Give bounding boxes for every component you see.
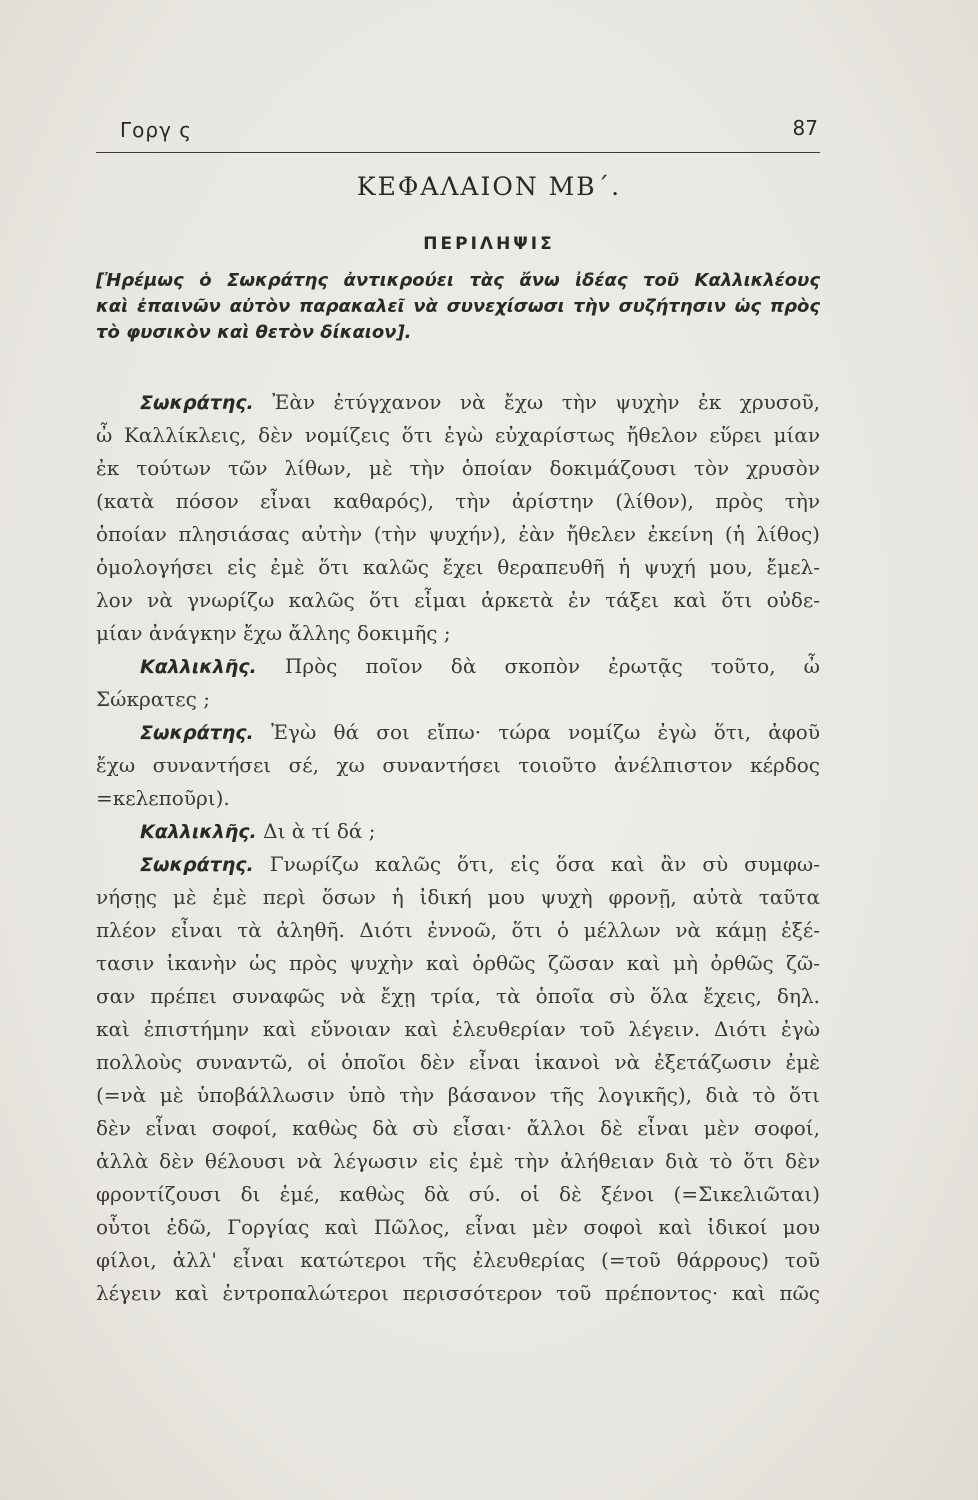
text-line: (=νὰ μὲ ὑποβάλλωσιν ὑπὸ τὴν βάσανον τῆς λογικῆς), διὰ τὸ ὅτι [96, 1083, 820, 1107]
summary-line: καὶ ἐπαινῶν αὐτὸν παρακαλεῖ νὰ συνεχίσωσι τὴν συζήτησιν ὡς πρὸς [96, 296, 820, 317]
text-line: =κελεποῦρι). [96, 786, 230, 810]
text-line: ἐκ τούτων τῶν λίθων, μὲ τὴν ὁποίαν δοκιμάζουσι τὸν χρυσὸν [96, 456, 820, 480]
text-line: πολλοὺς συναντῶ, οἱ ὁποῖοι δὲν εἶναι ἱκανοὶ νὰ ἐξετάζωσιν ἐμὲ [96, 1050, 820, 1074]
text-line: Σώκρατες ; [96, 687, 210, 711]
speaker-callicles: Καλλικλῆς. [140, 656, 257, 678]
running-title: Γοργ ς [120, 118, 193, 142]
chapter-title: ΚΕΦΑΛΑΙΟΝ ΜΒ΄. [356, 172, 622, 201]
dialogue-text [96, 386, 820, 1310]
summary-line: τὸ φυσικὸν καὶ θετὸν δίκαιον]. [96, 322, 412, 343]
text-line: φίλοι, ἀλλ' εἶναι κατώτεροι τῆς ἐλευθερίας (=τοῦ θάρρους) τοῦ [96, 1248, 820, 1272]
text-line: Καλλικλῆς. Δι ὰ τί δά ; [140, 819, 376, 843]
text-line: λέγειν καὶ ἐντροπαλώτεροι περισσότερον τοῦ πρέποντος· καὶ πῶς [96, 1281, 820, 1305]
text-line: Σωκράτης. Ἐγὼ θά σοι εἴπω· τώρα νομίζω ἐγὼ ὅτι, ἀφοῦ [140, 720, 820, 744]
speaker-socrates: Σωκράτης. [140, 854, 254, 876]
text-line: νήσῃς μὲ ἐμὲ περὶ ὅσων ἡ ἰδική μου ψυχὴ φρονῇ, αὐτὰ ταῦτα [96, 885, 820, 909]
text-line: μίαν ἀνάγκην ἔχω ἄλλης δοκιμῆς ; [96, 621, 451, 645]
summary-line: [Ἠρέμως ὁ Σωκράτης ἀντικρούει τὰς ἄνω ἰδέας τοῦ Καλλικλέους [96, 270, 820, 291]
chapter-summary [96, 268, 820, 346]
text-line: λον νὰ γνωρίζω καλῶς ὅτι εἶμαι ἀρκετὰ ἐν τάξει καὶ ὅτι οὐδε- [96, 588, 820, 612]
speaker-socrates: Σωκράτης. [140, 392, 254, 414]
text-line: ἀλλὰ δὲν θέλουσι νὰ λέγωσιν εἰς ἐμὲ τὴν ἀλήθειαν διὰ τὸ ὅτι δὲν [96, 1149, 820, 1173]
text-line: (κατὰ πόσον εἶναι καθαρός), τὴν ἀρίστην (λίθον), πρὸς τὴν [96, 489, 820, 513]
page-header [96, 112, 820, 153]
summary-title: ΠΕΡΙΛΗΨΙΣ [423, 234, 555, 254]
text-line: Σωκράτης. Ἐὰν ἐτύγχανον νὰ ἔχω τὴν ψυχὴν ἐκ χρυσοῦ, [140, 390, 820, 414]
page-number: 87 [792, 116, 818, 140]
text-line: καὶ ἐπιστήμην καὶ εὔνοιαν καὶ ἐλευθερίαν τοῦ λέγειν. Διότι ἐγὼ [96, 1017, 820, 1041]
text-line: τασιν ἱκανὴν ὡς πρὸς ψυχὴν καὶ ὀρθῶς ζῶσαν καὶ μὴ ὀρθῶς ζῶ- [96, 951, 820, 975]
speaker-callicles: Καλλικλῆς. [140, 821, 257, 843]
speaker-socrates: Σωκράτης. [140, 722, 254, 744]
text-line: ὁποίαν πλησιάσας αὐτὴν (τὴν ψυχήν), ἐὰν ἤθελεν ἐκείνη (ἡ λίθος) [96, 522, 820, 546]
text-line: ἔχω συναντήσει σέ, χω συναντήσει τοιοῦτο ἀνέλπιστον κέρδος [96, 753, 820, 777]
text-line: Καλλικλῆς. Πρὸς ποῖον δὰ σκοπὸν ἐρωτᾷς τοῦτο, ὦ [140, 654, 820, 678]
text-line: ὁμολογήσει εἰς ἐμὲ ὅτι καλῶς ἔχει θεραπευθῆ ἡ ψυχή μου, ἔμελ- [96, 555, 820, 579]
text-line: δὲν εἶναι σοφοί, καθὼς δὰ σὺ εἶσαι· ἄλλοι δὲ εἶναι μὲν σοφοί, [96, 1116, 820, 1140]
text-line: οὗτοι ἐδῶ, Γοργίας καὶ Πῶλος, εἶναι μὲν σοφοὶ καὶ ἰδικοί μου [96, 1215, 820, 1239]
text-line: φροντίζουσι δι ἐμέ, καθὼς δὰ σύ. οἱ δὲ ξένοι (=Σικελιῶται) [96, 1182, 820, 1206]
text-line: ὦ Καλλίκλεις, δὲν νομίζεις ὅτι ἐγὼ εὐχαρίστως ἤθελον εὕρει μίαν [96, 423, 820, 447]
text-line: πλέον εἶναι τὰ ἀληθῆ. Διότι ἐννοῶ, ὅτι ὁ μέλλων νὰ κάμῃ ἐξέ- [96, 918, 820, 942]
text-line: Σωκράτης. Γνωρίζω καλῶς ὅτι, εἰς ὅσα καὶ ἂν σὺ συμφω- [140, 852, 820, 876]
text-line: σαν πρέπει συναφῶς νὰ ἔχῃ τρία, τὰ ὁποῖα σὺ ὅλα ἔχεις, δηλ. [96, 984, 820, 1008]
